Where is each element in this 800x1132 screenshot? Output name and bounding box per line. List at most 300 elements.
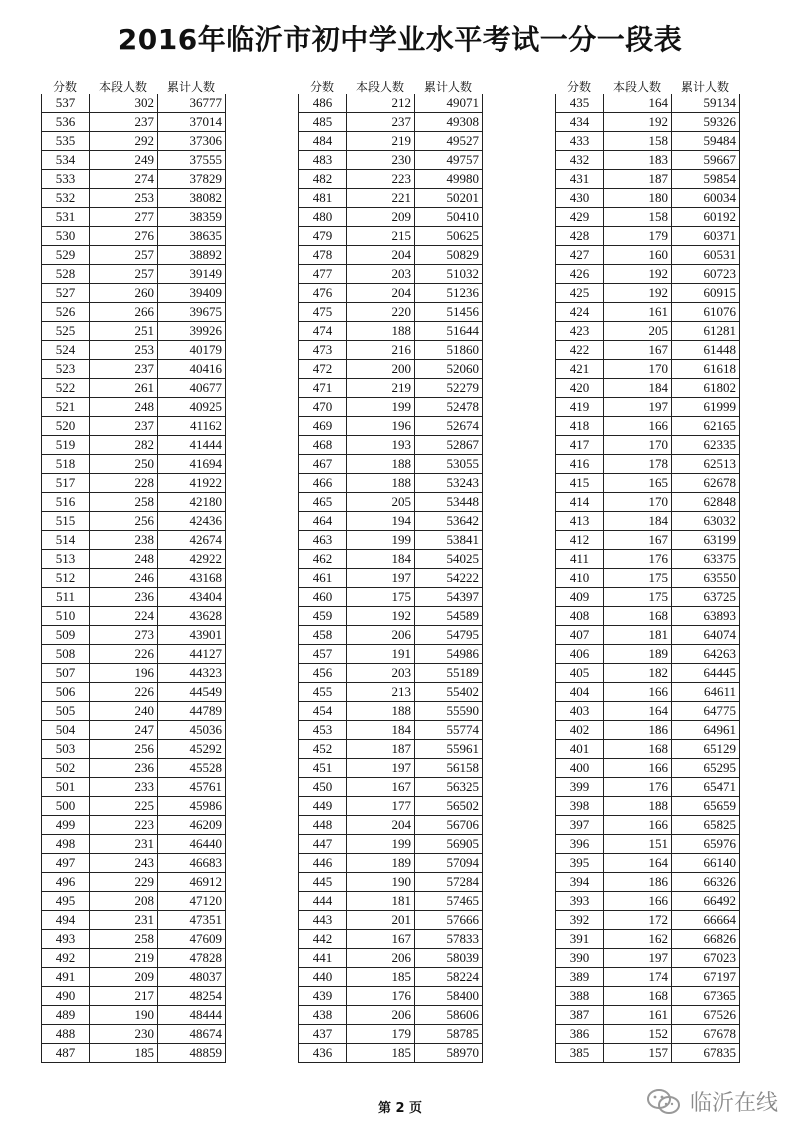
segment-count-cell: 162 (604, 930, 672, 949)
cumulative-count-cell: 56502 (415, 797, 483, 816)
segment-count-cell: 188 (347, 322, 415, 341)
score-cell: 392 (556, 911, 604, 930)
cumulative-count-cell: 57666 (415, 911, 483, 930)
score-cell: 526 (42, 303, 90, 322)
segment-count-cell: 167 (604, 341, 672, 360)
cumulative-count-cell: 65659 (672, 797, 740, 816)
cumulative-count-cell: 53841 (415, 531, 483, 550)
segment-count-cell: 230 (347, 151, 415, 170)
cumulative-count-cell: 62165 (672, 417, 740, 436)
segment-count-cell: 187 (347, 740, 415, 759)
cumulative-count-cell: 44323 (158, 664, 226, 683)
score-cell: 496 (42, 873, 90, 892)
score-cell: 462 (299, 550, 347, 569)
score-cell: 416 (556, 455, 604, 474)
segment-count-cell: 219 (90, 949, 158, 968)
cumulative-count-cell: 37306 (158, 132, 226, 151)
cumulative-count-cell: 63725 (672, 588, 740, 607)
header-cell: 本段人数 (612, 80, 661, 94)
cumulative-count-cell: 59484 (672, 132, 740, 151)
score-cell: 432 (556, 151, 604, 170)
score-cell: 524 (42, 341, 90, 360)
table-row (299, 835, 483, 854)
cumulative-count-cell: 65129 (672, 740, 740, 759)
cumulative-count-cell: 46440 (158, 835, 226, 854)
score-cell: 499 (42, 816, 90, 835)
score-cell: 459 (299, 607, 347, 626)
cumulative-count-cell: 56905 (415, 835, 483, 854)
score-cell: 419 (556, 398, 604, 417)
table-row (299, 721, 483, 740)
table-row (556, 398, 740, 417)
cumulative-count-cell: 42436 (158, 512, 226, 531)
cumulative-count-cell: 63375 (672, 550, 740, 569)
table-row (42, 474, 226, 493)
table-row (556, 379, 740, 398)
table-row (42, 588, 226, 607)
segment-count-cell: 230 (90, 1025, 158, 1044)
segment-count-cell: 223 (347, 170, 415, 189)
table-row (42, 645, 226, 664)
segment-count-cell: 212 (347, 94, 415, 113)
table-row (42, 835, 226, 854)
table-row (42, 379, 226, 398)
cumulative-count-cell: 64775 (672, 702, 740, 721)
score-cell: 466 (299, 474, 347, 493)
segment-count-cell: 204 (347, 284, 415, 303)
score-cell: 525 (42, 322, 90, 341)
cumulative-count-cell: 56325 (415, 778, 483, 797)
cumulative-count-cell: 48037 (158, 968, 226, 987)
segment-count-cell: 172 (604, 911, 672, 930)
segment-count-cell: 260 (90, 284, 158, 303)
table-row (42, 132, 226, 151)
score-cell: 445 (299, 873, 347, 892)
segment-count-cell: 231 (90, 911, 158, 930)
table-row (556, 911, 740, 930)
cumulative-count-cell: 67197 (672, 968, 740, 987)
score-cell: 478 (299, 246, 347, 265)
score-cell: 460 (299, 588, 347, 607)
cumulative-count-cell: 52674 (415, 417, 483, 436)
score-cell: 449 (299, 797, 347, 816)
segment-count-cell: 176 (604, 778, 672, 797)
score-cell: 480 (299, 208, 347, 227)
cumulative-count-cell: 36777 (158, 94, 226, 113)
cumulative-count-cell: 66140 (672, 854, 740, 873)
cumulative-count-cell: 65295 (672, 759, 740, 778)
header-cell: 分数 (566, 80, 591, 94)
cumulative-count-cell: 43404 (158, 588, 226, 607)
table-row (556, 360, 740, 379)
score-cell: 473 (299, 341, 347, 360)
score-cell: 502 (42, 759, 90, 778)
cumulative-count-cell: 63550 (672, 569, 740, 588)
segment-count-cell: 276 (90, 227, 158, 246)
table-row (42, 892, 226, 911)
table-row (556, 151, 740, 170)
table-row (556, 493, 740, 512)
cumulative-count-cell: 67526 (672, 1006, 740, 1025)
score-cell: 482 (299, 170, 347, 189)
score-cell: 528 (42, 265, 90, 284)
segment-count-cell: 219 (347, 379, 415, 398)
cumulative-count-cell: 39675 (158, 303, 226, 322)
segment-count-cell: 217 (90, 987, 158, 1006)
segment-count-cell: 226 (90, 683, 158, 702)
segment-count-cell: 247 (90, 721, 158, 740)
watermark (646, 1086, 778, 1117)
score-cell: 470 (299, 398, 347, 417)
score-cell: 455 (299, 683, 347, 702)
cumulative-count-cell: 41922 (158, 474, 226, 493)
segment-count-cell: 174 (604, 968, 672, 987)
segment-count-cell: 220 (347, 303, 415, 322)
segment-count-cell: 183 (604, 151, 672, 170)
score-cell: 425 (556, 284, 604, 303)
segment-count-cell: 205 (347, 493, 415, 512)
score-cell: 511 (42, 588, 90, 607)
segment-count-cell: 152 (604, 1025, 672, 1044)
table-row (42, 227, 226, 246)
table-row (299, 626, 483, 645)
score-cell: 513 (42, 550, 90, 569)
table-row (42, 493, 226, 512)
table-row (42, 873, 226, 892)
cumulative-count-cell: 45528 (158, 759, 226, 778)
table-row (556, 930, 740, 949)
table-row (299, 550, 483, 569)
segment-count-cell: 258 (90, 493, 158, 512)
segment-count-cell: 229 (90, 873, 158, 892)
segment-count-cell: 194 (347, 512, 415, 531)
segment-count-cell: 248 (90, 398, 158, 417)
score-cell: 418 (556, 417, 604, 436)
cumulative-count-cell: 55590 (415, 702, 483, 721)
segment-count-cell: 189 (604, 645, 672, 664)
table-row (556, 569, 740, 588)
header-cell: 累计人数 (423, 80, 472, 94)
table-row (556, 1044, 740, 1063)
score-cell: 492 (42, 949, 90, 968)
segment-count-cell: 189 (347, 854, 415, 873)
segment-count-cell: 236 (90, 588, 158, 607)
table-row (42, 702, 226, 721)
score-cell: 422 (556, 341, 604, 360)
segment-count-cell: 175 (604, 569, 672, 588)
score-cell: 434 (556, 113, 604, 132)
table-row (299, 1044, 483, 1063)
segment-count-cell: 157 (604, 1044, 672, 1063)
table-row (299, 512, 483, 531)
score-cell: 411 (556, 550, 604, 569)
segment-count-cell: 203 (347, 265, 415, 284)
cumulative-count-cell: 65825 (672, 816, 740, 835)
table-row (42, 778, 226, 797)
score-cell: 415 (556, 474, 604, 493)
table-row (556, 1006, 740, 1025)
segment-count-cell: 164 (604, 854, 672, 873)
segment-count-cell: 166 (604, 892, 672, 911)
segment-count-cell: 256 (90, 512, 158, 531)
cumulative-count-cell: 55774 (415, 721, 483, 740)
segment-count-cell: 186 (604, 721, 672, 740)
score-cell: 505 (42, 702, 90, 721)
score-column-2 (298, 78, 482, 1063)
cumulative-count-cell: 49071 (415, 94, 483, 113)
table-row (42, 550, 226, 569)
segment-count-cell: 164 (604, 702, 672, 721)
segment-count-cell: 188 (347, 474, 415, 493)
segment-count-cell: 168 (604, 607, 672, 626)
table-row (42, 740, 226, 759)
table-row (556, 512, 740, 531)
segment-count-cell: 167 (604, 531, 672, 550)
cumulative-count-cell: 54589 (415, 607, 483, 626)
cumulative-count-cell: 65976 (672, 835, 740, 854)
segment-count-cell: 199 (347, 531, 415, 550)
segment-count-cell: 273 (90, 626, 158, 645)
segment-count-cell: 228 (90, 474, 158, 493)
segment-count-cell: 196 (90, 664, 158, 683)
score-cell: 436 (299, 1044, 347, 1063)
cumulative-count-cell: 50410 (415, 208, 483, 227)
segment-count-cell: 199 (347, 835, 415, 854)
score-cell: 534 (42, 151, 90, 170)
segment-count-cell: 221 (347, 189, 415, 208)
table-row (299, 759, 483, 778)
table-row (299, 398, 483, 417)
segment-count-cell: 166 (604, 816, 672, 835)
segment-count-cell: 223 (90, 816, 158, 835)
column-header (41, 78, 225, 94)
cumulative-count-cell: 48674 (158, 1025, 226, 1044)
cumulative-count-cell: 57465 (415, 892, 483, 911)
score-cell: 400 (556, 759, 604, 778)
cumulative-count-cell: 37555 (158, 151, 226, 170)
segment-count-cell: 302 (90, 94, 158, 113)
table-row (42, 303, 226, 322)
cumulative-count-cell: 49527 (415, 132, 483, 151)
segment-count-cell: 201 (347, 911, 415, 930)
segment-count-cell: 170 (604, 493, 672, 512)
score-cell: 463 (299, 531, 347, 550)
segment-count-cell: 236 (90, 759, 158, 778)
score-cell: 424 (556, 303, 604, 322)
table-row (299, 94, 483, 113)
table-row (42, 683, 226, 702)
column-header (298, 78, 482, 94)
segment-count-cell: 249 (90, 151, 158, 170)
cumulative-count-cell: 54222 (415, 569, 483, 588)
score-cell: 472 (299, 360, 347, 379)
table-row (299, 227, 483, 246)
cumulative-count-cell: 50201 (415, 189, 483, 208)
score-cell: 487 (42, 1044, 90, 1063)
table-row (299, 113, 483, 132)
segment-count-cell: 184 (347, 550, 415, 569)
score-cell: 410 (556, 569, 604, 588)
score-cell: 391 (556, 930, 604, 949)
table-row (299, 474, 483, 493)
table-row (556, 322, 740, 341)
score-cell: 515 (42, 512, 90, 531)
table-row (42, 721, 226, 740)
cumulative-count-cell: 38635 (158, 227, 226, 246)
segment-count-cell: 192 (604, 265, 672, 284)
cumulative-count-cell: 67365 (672, 987, 740, 1006)
table-row (556, 284, 740, 303)
cumulative-count-cell: 64961 (672, 721, 740, 740)
segment-count-cell: 167 (347, 930, 415, 949)
score-cell: 413 (556, 512, 604, 531)
cumulative-count-cell: 43901 (158, 626, 226, 645)
cumulative-count-cell: 61076 (672, 303, 740, 322)
table-row (299, 303, 483, 322)
cumulative-count-cell: 59854 (672, 170, 740, 189)
score-cell: 393 (556, 892, 604, 911)
cumulative-count-cell: 67023 (672, 949, 740, 968)
score-cell: 514 (42, 531, 90, 550)
cumulative-count-cell: 43628 (158, 607, 226, 626)
segment-count-cell: 253 (90, 341, 158, 360)
cumulative-count-cell: 40925 (158, 398, 226, 417)
cumulative-count-cell: 58785 (415, 1025, 483, 1044)
score-cell: 467 (299, 455, 347, 474)
cumulative-count-cell: 62848 (672, 493, 740, 512)
score-cell: 456 (299, 664, 347, 683)
score-cell: 399 (556, 778, 604, 797)
table-row (299, 683, 483, 702)
table-row (556, 949, 740, 968)
segment-count-cell: 160 (604, 246, 672, 265)
cumulative-count-cell: 42922 (158, 550, 226, 569)
table-row (556, 968, 740, 987)
segment-count-cell: 175 (604, 588, 672, 607)
score-cell: 491 (42, 968, 90, 987)
score-cell: 535 (42, 132, 90, 151)
table-row (299, 151, 483, 170)
score-cell: 408 (556, 607, 604, 626)
segment-count-cell: 176 (604, 550, 672, 569)
cumulative-count-cell: 49757 (415, 151, 483, 170)
cumulative-count-cell: 59134 (672, 94, 740, 113)
table-row (42, 265, 226, 284)
cumulative-count-cell: 63032 (672, 512, 740, 531)
score-cell: 530 (42, 227, 90, 246)
table-row (556, 94, 740, 113)
score-cell: 433 (556, 132, 604, 151)
score-cell: 446 (299, 854, 347, 873)
cumulative-count-cell: 41444 (158, 436, 226, 455)
segment-count-cell: 258 (90, 930, 158, 949)
segment-count-cell: 248 (90, 550, 158, 569)
score-cell: 533 (42, 170, 90, 189)
score-cell: 493 (42, 930, 90, 949)
score-cell: 454 (299, 702, 347, 721)
segment-count-cell: 277 (90, 208, 158, 227)
cumulative-count-cell: 41694 (158, 455, 226, 474)
score-cell: 453 (299, 721, 347, 740)
score-cell: 523 (42, 360, 90, 379)
table-row (42, 455, 226, 474)
cumulative-count-cell: 60371 (672, 227, 740, 246)
table-row (556, 778, 740, 797)
table-row (299, 873, 483, 892)
cumulative-count-cell: 53055 (415, 455, 483, 474)
segment-count-cell: 170 (604, 360, 672, 379)
cumulative-count-cell: 52279 (415, 379, 483, 398)
score-cell: 430 (556, 189, 604, 208)
score-cell: 495 (42, 892, 90, 911)
cumulative-count-cell: 58039 (415, 949, 483, 968)
cumulative-count-cell: 62513 (672, 455, 740, 474)
table-row (299, 588, 483, 607)
cumulative-count-cell: 58224 (415, 968, 483, 987)
segment-count-cell: 164 (604, 94, 672, 113)
cumulative-count-cell: 61618 (672, 360, 740, 379)
score-cell: 468 (299, 436, 347, 455)
table-row (556, 170, 740, 189)
score-cell: 479 (299, 227, 347, 246)
score-cell: 404 (556, 683, 604, 702)
segment-count-cell: 215 (347, 227, 415, 246)
table-row (42, 930, 226, 949)
header-cell: 本段人数 (355, 80, 404, 94)
segment-count-cell: 251 (90, 322, 158, 341)
table-row (299, 246, 483, 265)
cumulative-count-cell: 39926 (158, 322, 226, 341)
segment-count-cell: 257 (90, 265, 158, 284)
cumulative-count-cell: 42180 (158, 493, 226, 512)
segment-count-cell: 204 (347, 246, 415, 265)
score-cell: 389 (556, 968, 604, 987)
score-cell: 390 (556, 949, 604, 968)
score-cell: 444 (299, 892, 347, 911)
cumulative-count-cell: 57284 (415, 873, 483, 892)
segment-count-cell: 197 (347, 759, 415, 778)
segment-count-cell: 151 (604, 835, 672, 854)
segment-count-cell: 243 (90, 854, 158, 873)
score-cell: 477 (299, 265, 347, 284)
cumulative-count-cell: 46912 (158, 873, 226, 892)
cumulative-count-cell: 39149 (158, 265, 226, 284)
score-cell: 509 (42, 626, 90, 645)
segment-count-cell: 184 (604, 379, 672, 398)
score-cell: 461 (299, 569, 347, 588)
cumulative-count-cell: 46209 (158, 816, 226, 835)
cumulative-count-cell: 60192 (672, 208, 740, 227)
score-cell: 537 (42, 94, 90, 113)
cumulative-count-cell: 59326 (672, 113, 740, 132)
cumulative-count-cell: 52867 (415, 436, 483, 455)
score-cell: 497 (42, 854, 90, 873)
score-cell: 520 (42, 417, 90, 436)
cumulative-count-cell: 51236 (415, 284, 483, 303)
segment-count-cell: 158 (604, 132, 672, 151)
table-row (299, 911, 483, 930)
segment-count-cell: 167 (347, 778, 415, 797)
cumulative-count-cell: 48444 (158, 1006, 226, 1025)
cumulative-count-cell: 63199 (672, 531, 740, 550)
segment-count-cell: 158 (604, 208, 672, 227)
score-cell: 507 (42, 664, 90, 683)
cumulative-count-cell: 66826 (672, 930, 740, 949)
table-row (42, 949, 226, 968)
score-cell: 494 (42, 911, 90, 930)
header-cell: 累计人数 (680, 80, 729, 94)
table-row (42, 322, 226, 341)
